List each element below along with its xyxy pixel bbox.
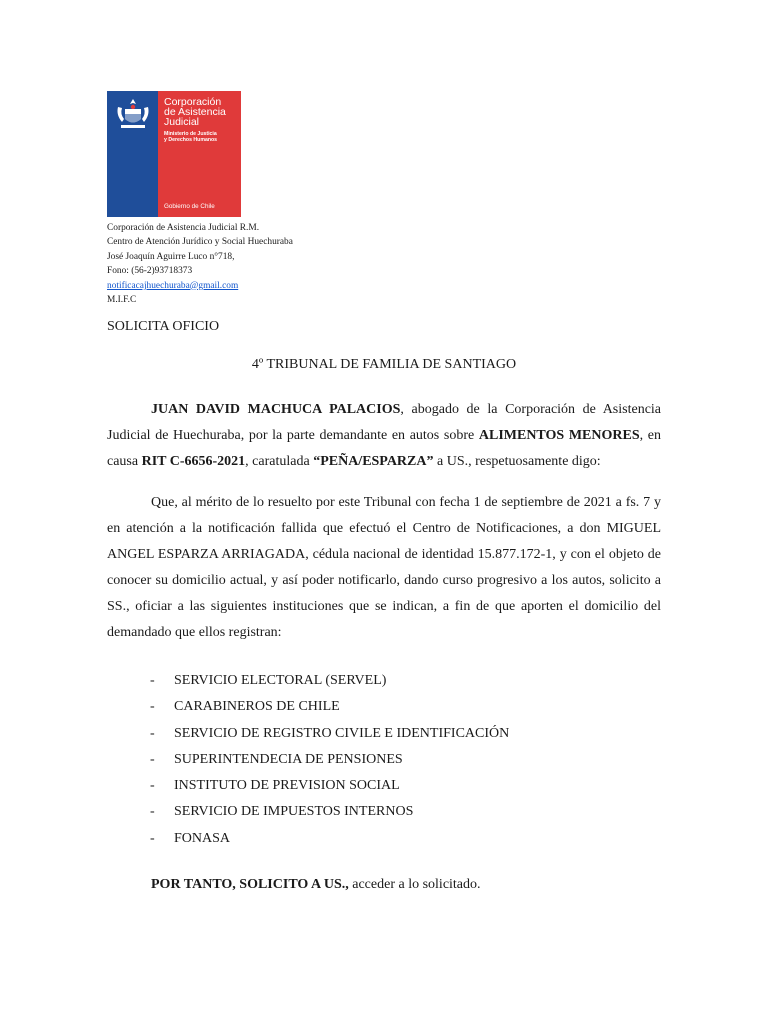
letterhead-initials: M.I.F.C <box>107 295 137 306</box>
list-item <box>150 747 509 773</box>
list-dash: - <box>150 830 155 846</box>
intro-paragraph <box>107 397 661 475</box>
closing-statement <box>151 877 481 893</box>
institution-name: SERVICIO DE REGISTRO CIVILE E IDENTIFICACIÓN <box>174 725 510 741</box>
court-heading: 4º TRIBUNAL DE FAMILIA DE SANTIAGO <box>251 357 517 372</box>
intro-text: , en causa <box>107 428 662 469</box>
institution-name: CARABINEROS DE CHILE <box>174 699 340 715</box>
coat-of-arms-icon <box>112 95 154 133</box>
logo-title-line: Corporación <box>164 96 222 108</box>
logo-subtitle-line: Ministerio de Justicia <box>164 131 217 137</box>
institution-name: SUPERINTENDECIA DE PENSIONES <box>174 751 403 767</box>
logo-title <box>164 97 244 127</box>
closing-rest: acceder a lo solicitado. <box>348 877 481 892</box>
logo-blue-panel <box>107 91 158 217</box>
list-dash: - <box>150 725 155 741</box>
list-dash: - <box>150 673 155 688</box>
institution-name: SERVICIO DE IMPUESTOS INTERNOS <box>174 804 414 820</box>
list-dash: - <box>150 699 155 715</box>
closing-bold: POR TANTO, SOLICITO A US., <box>151 877 349 892</box>
list-item <box>150 694 509 720</box>
letterhead-line: Centro de Atención Jurídico y Social Huechuraba <box>107 237 293 248</box>
intro-text: , caratulada <box>245 454 314 469</box>
case-matter: ALIMENTOS MENORES <box>478 428 640 443</box>
logo-title-line: Judicial <box>164 116 200 128</box>
institution-name: SERVICIO ELECTORAL (SERVEL) <box>174 673 387 688</box>
list-dash: - <box>150 751 155 767</box>
letterhead-phone: Fono: (56-2)93718373 <box>107 266 193 277</box>
list-item <box>150 826 509 852</box>
letterhead-line: Corporación de Asistencia Judicial R.M. <box>107 223 260 233</box>
list-item <box>150 799 509 825</box>
intro-text: a US., respetuosamente digo: <box>433 454 601 469</box>
institutions-list <box>150 668 509 852</box>
institution-logo <box>107 91 241 217</box>
list-item <box>150 773 509 799</box>
list-item <box>150 721 509 747</box>
logo-subtitle-line: y Derechos Humanos <box>164 137 218 143</box>
request-title: SOLICITA OFICIO <box>107 319 220 334</box>
list-dash: - <box>150 778 155 794</box>
institution-name: INSTITUTO DE PREVISION SOCIAL <box>174 778 400 794</box>
logo-title-line: de Asistencia <box>164 106 226 118</box>
request-paragraph: Que, al mérito de lo resuelto por este Tribunal con fecha 1 de septiembre de 2021 a fs. 7 y en atención a la notificación fallida que efectuó el Centro de Notificaciones, a don MIGUEL ANGEL ESPARZA ARRIAGADA, cédula nacional de identidad 15.877.172-1, y con el objeto de conocer su domicilio actual, y así poder notificarlo, dando curso progresivo a los autos, solicito a SS., oficiar a las siguientes instituciones que se indican, a fin de que aporten el domicilio del demandado que ellos registran: <box>107 495 661 640</box>
institution-name: FONASA <box>174 830 231 846</box>
intro-text: , abogado de la Corporación de Asistencia Judicial de Huechuraba, por la parte demandante en autos sobre <box>107 402 662 443</box>
list-item <box>150 668 509 694</box>
logo-subtitle <box>164 131 242 143</box>
logo-red-panel <box>158 91 241 217</box>
attorney-name: JUAN DAVID MACHUCA PALACIOS <box>151 402 401 417</box>
list-dash: - <box>150 804 155 820</box>
letterhead-line: José Joaquín Aguirre Luco n°718, <box>107 251 235 262</box>
logo-footer: Gobierno de Chile <box>164 203 215 210</box>
letterhead <box>107 221 407 307</box>
letterhead-email-link[interactable]: notificacajhuechuraba@gmail.com <box>107 280 239 291</box>
case-rit: RIT C-6656-2021 <box>141 454 246 469</box>
case-caption: “PEÑA/ESPARZA” <box>313 454 434 469</box>
